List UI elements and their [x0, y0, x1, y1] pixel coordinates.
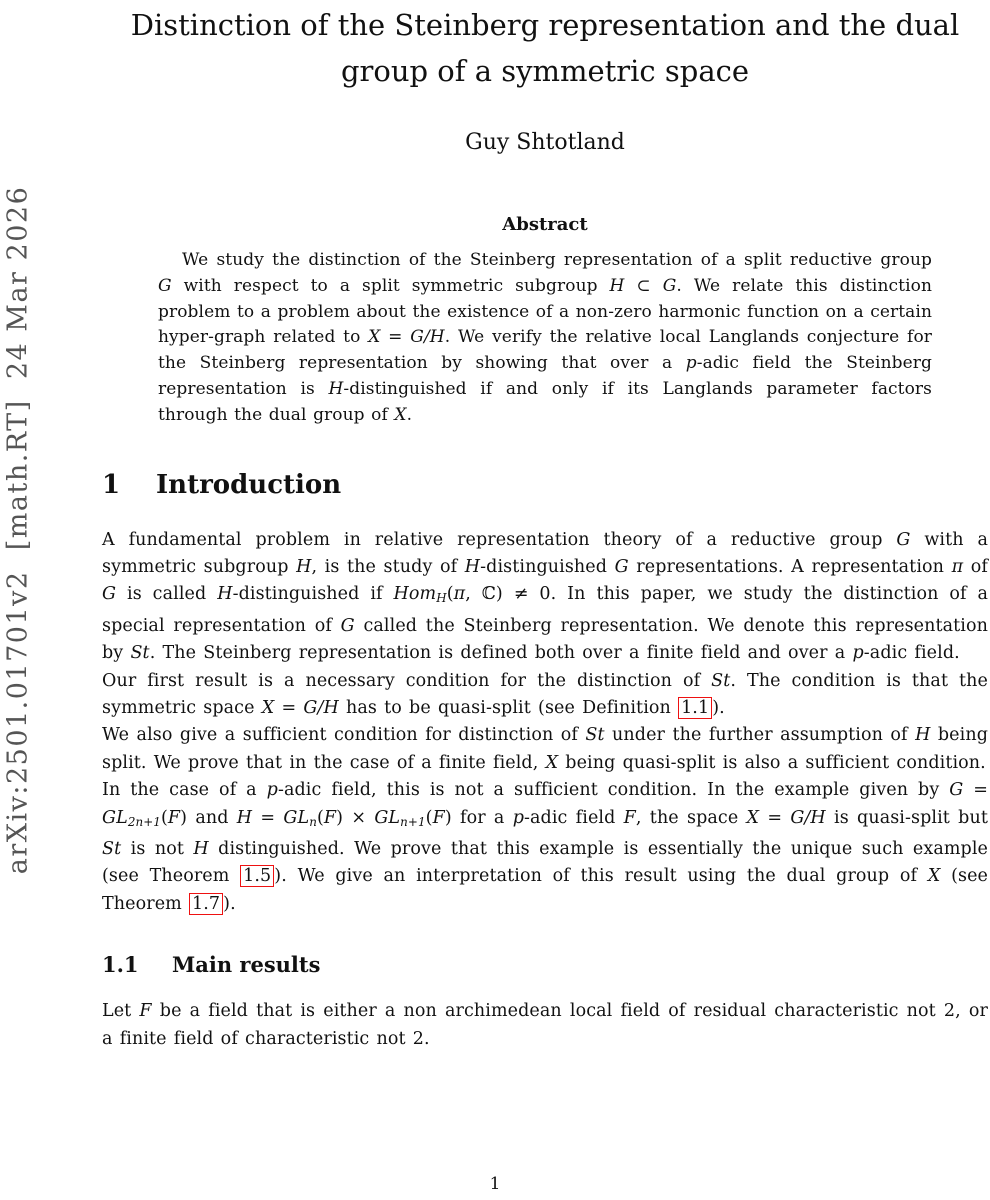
abstract-text [158, 248, 932, 429]
paragraph [102, 998, 988, 1053]
text-run: -distinguished if [232, 584, 394, 605]
section-title: Introduction [156, 469, 342, 500]
text-run: ( [446, 584, 454, 605]
text-run: Let [102, 1001, 140, 1022]
text-run: X [261, 697, 275, 718]
text-run: under the further assumption of [604, 725, 916, 746]
text-run: π [951, 556, 964, 577]
text-run: X [927, 866, 941, 887]
text-run: , ℂ) ≠ 0. In this paper, we study the distinction of a special representation of [102, 584, 989, 636]
text-run: F [323, 807, 337, 828]
text-run: with respect to a split symmetric subgroup [171, 275, 610, 296]
text-run: = [252, 807, 284, 828]
text-run: ) × [336, 807, 375, 828]
text-run: G/H [303, 697, 339, 718]
text-run: X [368, 327, 381, 348]
text-run: n [309, 814, 317, 829]
text-run: St [130, 643, 150, 664]
text-run: H [296, 556, 312, 577]
paper-title: Distinction of the Steinberg representation and the dual group of a symmetric space [130, 8, 960, 88]
text-run: ) for a [444, 807, 513, 828]
text-run: is not [121, 838, 194, 859]
ref-link[interactable]: 1.7 [189, 893, 223, 915]
text-run: X [746, 807, 760, 828]
text-run: H [217, 584, 233, 605]
text-run: . We verify the relative local Langlands conjecture for the Steinberg representation by showing that over a [158, 327, 933, 374]
text-run: π [453, 584, 466, 605]
text-run: St [102, 838, 122, 859]
text-run: G [102, 584, 117, 605]
text-run: representations. A representation [628, 556, 952, 577]
text-run: H [464, 556, 481, 577]
text-run: GL [374, 807, 401, 828]
paragraph [102, 668, 988, 723]
text-run: G/H [410, 327, 445, 348]
text-run: X [545, 752, 559, 773]
text-run: . [406, 404, 413, 425]
text-run: , is the study of [311, 556, 465, 577]
page-number: 1 [489, 1174, 501, 1194]
abstract-heading: Abstract [502, 214, 588, 235]
text-run: F [167, 807, 181, 828]
text-run: with a symmetric subgroup [102, 529, 989, 577]
ref-link[interactable]: 1.5 [240, 865, 274, 887]
text-run: G [614, 556, 629, 577]
text-run: 2n+1 [127, 814, 161, 829]
text-run: H [193, 838, 209, 859]
text-run: H [328, 378, 344, 399]
text-run: H [436, 591, 447, 606]
paragraph [102, 777, 988, 918]
section-number: 1 [102, 469, 121, 500]
text-run: X [394, 404, 407, 425]
text-run: be a field that is either a non archimedean local field of residual characteristic not 2, or a finite field of characteristic not 2. [102, 1001, 988, 1049]
text-run: H [236, 807, 253, 828]
text-run: We study the distinction of the Steinberg representation of a split reductive group [182, 250, 932, 270]
paragraph [102, 527, 988, 668]
text-run: ( [425, 807, 433, 828]
arxiv-watermark: arXiv:2501.01701v2 [math.RT] 24 Mar 2026 [2, 185, 34, 875]
paper-author: Guy Shtotland [465, 130, 625, 155]
text-run: We also give a sufficient condition for distinction of [102, 725, 586, 746]
text-run: ( [160, 807, 168, 828]
text-run: . We relate this distinction problem to a problem about the existence of a non-zero harmonic function on a certain hyper-graph related to [158, 275, 932, 348]
text-run: . The condition is that the symmetric space [102, 670, 988, 718]
text-run: GL [102, 807, 128, 828]
text-run: H [609, 275, 625, 296]
ref-link[interactable]: 1.1 [678, 697, 712, 719]
subsection-heading-main-results [102, 952, 988, 978]
text-run: , the space [635, 807, 747, 828]
text-run: has to be quasi-split (see Definition [338, 697, 679, 718]
text-run: Our first result is a necessary condition for the distinction of [102, 670, 712, 691]
text-run: F [139, 1001, 152, 1022]
text-run: St [711, 670, 731, 691]
text-run: F [623, 807, 636, 828]
text-run: A fundamental problem in relative representation theory of a reductive group [102, 529, 897, 550]
text-run: GL [283, 807, 310, 828]
text-run: being split. We prove that in the case of a finite field, [102, 725, 988, 773]
text-run: G [949, 780, 964, 801]
text-run: = [380, 327, 411, 348]
text-run: p [685, 353, 697, 374]
abstract-section [158, 214, 932, 429]
text-run: G [340, 615, 355, 636]
text-run: G [662, 275, 677, 296]
text-run: -adic field, this is not a sufficient condition. In the example given by [277, 780, 950, 801]
text-run: -adic field the Steinberg representation is [158, 353, 932, 399]
text-run: is called [116, 584, 218, 605]
text-run: -adic field. [863, 643, 960, 664]
subsection-number: 1.1 [102, 952, 139, 978]
text-run: St [585, 725, 605, 746]
text-run: distinguished. We prove that this example is essentially the unique such example (see Theorem [102, 838, 988, 887]
text-run: -distinguished if and only if its Langlands parameter factors through the dual group of [158, 378, 932, 425]
text-run: H [915, 725, 931, 746]
text-run: being quasi-split is also a sufficient condition. [558, 752, 986, 773]
text-run: = [759, 807, 791, 828]
text-run: Hom [393, 584, 437, 605]
text-run: G [158, 275, 172, 296]
text-run: . The Steinberg representation is defined both over a finite field and over a [149, 643, 853, 664]
text-run: of [963, 556, 988, 577]
text-run: ⊂ [624, 275, 663, 296]
text-run: ) and [180, 807, 237, 828]
text-run: n+1 [400, 814, 426, 829]
text-run: p [512, 807, 524, 828]
paragraph [102, 722, 988, 777]
text-run: is quasi-split but [825, 807, 988, 828]
text-run: p [266, 780, 278, 801]
text-run: ). [223, 893, 236, 914]
text-run: = [963, 780, 989, 801]
text-run: p [852, 643, 864, 664]
text-run: ). We give an interpretation of this result using the dual group of [274, 866, 928, 887]
section-heading-introduction [102, 469, 988, 501]
text-run: = [274, 697, 304, 718]
text-run: ). [712, 697, 725, 718]
subsection-title: Main results [172, 952, 321, 978]
text-run: G [896, 529, 911, 550]
text-run: (see Theorem [102, 866, 988, 914]
text-run: ( [316, 807, 324, 828]
text-run: called the Steinberg representation. We denote this representation by [102, 615, 988, 664]
text-run: -adic field [524, 807, 624, 828]
text-run: In the case of a [102, 780, 267, 801]
text-run: G/H [790, 807, 826, 828]
text-run: F [432, 807, 445, 828]
paper-content [102, 0, 988, 1053]
text-run: -distinguished [480, 556, 615, 577]
